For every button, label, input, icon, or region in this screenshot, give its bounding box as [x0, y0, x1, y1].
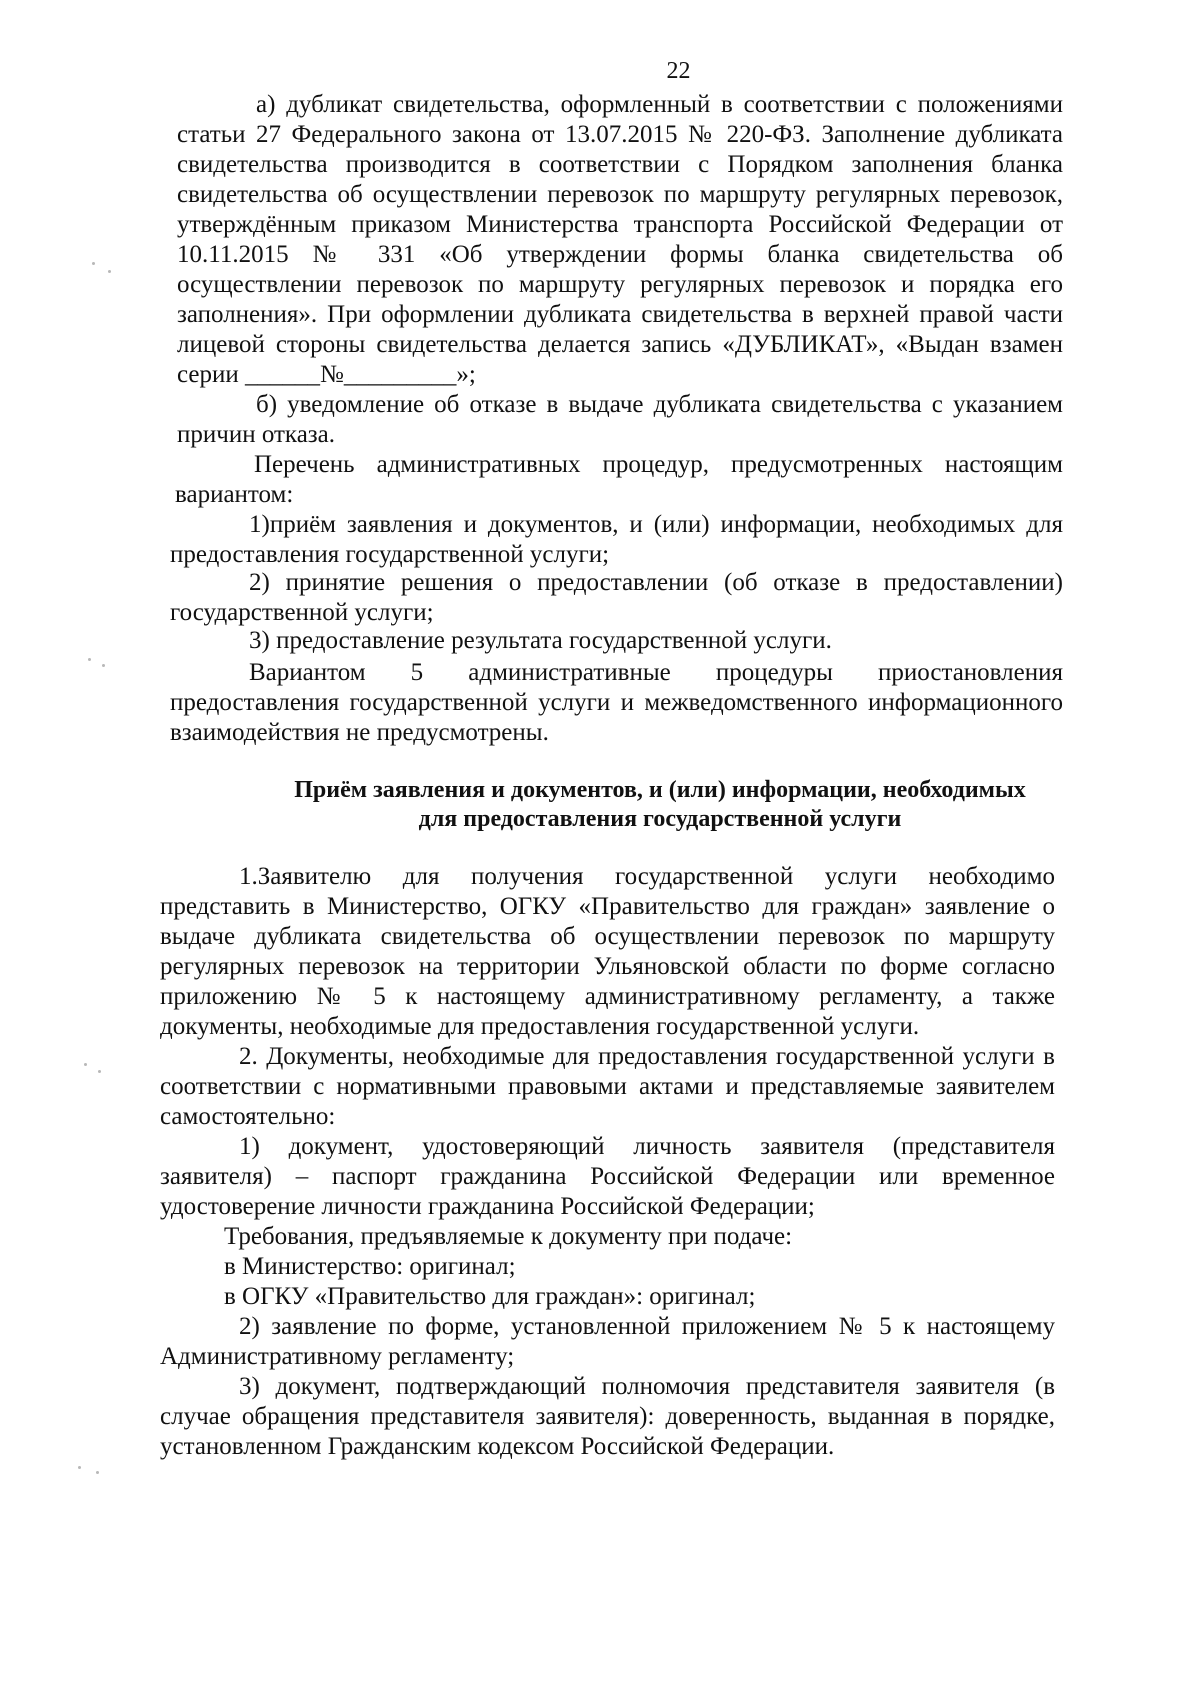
section-heading-line-2: для предоставления государственной услуги	[418, 806, 902, 832]
scan-speck	[98, 1070, 101, 1073]
paragraph-variant-5-note: Вариантом 5 административные процедуры приостановления предоставления государственной услуги и межведомственного информационного взаимодействия не предусмотрены.	[170, 659, 1063, 746]
paragraph-item-1-application: 1.Заявителю для получения государственной услуги необходимо представить в Министерство, ОГКУ «Правительство для граждан» заявление о выдаче дубликата свидетельства об осуществлении перевозок по маршруту регулярных перевозок на территории Ульяновской области по форме согласно приложению № 5 к настоящему административному регламенту, а также документы, необходимые для предоставления государственной услуги.	[160, 863, 1055, 1040]
list-item-ogku-original: в ОГКУ «Правительство для граждан»: оригинал;	[224, 1283, 756, 1310]
paragraph-refusal-notice: б) уведомление об отказе в выдаче дубликата свидетельства с указанием причин отказа.	[177, 391, 1063, 448]
section-heading-line-1: Приём заявления и документов, и (или) информации, необходимых	[294, 777, 1026, 803]
list-item-procedure-1: 1)приём заявления и документов, и (или) информации, необходимых для предоставления государственной услуги;	[170, 511, 1063, 568]
scan-speck	[84, 1063, 87, 1066]
scan-speck	[88, 658, 91, 661]
list-item-identity-document: 1) документ, удостоверяющий личность заявителя (представителя заявителя) – паспорт гражданина Российской Федерации или временное удостоверение личности гражданина Российской Федерации;	[160, 1133, 1055, 1220]
scan-speck	[92, 262, 95, 265]
page-number: 22	[666, 58, 691, 84]
list-item-power-of-attorney: 3) документ, подтверждающий полномочия представителя заявителя (в случае обращения представителя заявителя): доверенность, выданная в порядке, установленном Гражданским кодексом Российской Федерации.	[160, 1373, 1055, 1460]
paragraph-item-2-documents: 2. Документы, необходимые для предоставления государственной услуги в соответствии с нормативными правовыми актами и представляемые заявителем самостоятельно:	[160, 1043, 1055, 1130]
paragraph-duplicate-certificate: а) дубликат свидетельства, оформленный в соответствии с положениями статьи 27 Федерального закона от 13.07.2015 № 220-ФЗ. Заполнение дубликата свидетельства производится в соответствии с Порядком заполнения бланка свидетельства об осуществлении перевозок по маршруту регулярных перевозок, утверждённым приказом Министерства транспорта Российской Федерации от 10.11.2015 № 331 «Об утверждении формы бланка свидетельства об осуществлении перевозок по маршруту регулярных перевозок и порядка его заполнения». При оформлении дубликата свидетельства в верхней правой части лицевой стороны свидетельства делается запись «ДУБЛИКАТ», «Выдан взамен серии ______№_________»;	[177, 91, 1063, 388]
scan-speck	[108, 270, 111, 273]
paragraph-procedures-list-intro: Перечень административных процедур, предусмотренных настоящим вариантом:	[175, 451, 1063, 508]
scan-speck	[78, 1466, 81, 1469]
scan-speck	[96, 1471, 99, 1474]
list-item-procedure-3: 3) предоставление результата государственной услуги.	[249, 627, 832, 654]
paragraph-document-requirements: Требования, предъявляемые к документу при подаче:	[224, 1223, 793, 1250]
list-item-ministry-original: в Министерство: оригинал;	[224, 1253, 516, 1280]
list-item-procedure-2: 2) принятие решения о предоставлении (об отказе в предоставлении) государственной услуги;	[170, 569, 1063, 626]
scan-speck	[102, 664, 105, 667]
list-item-application-form: 2) заявление по форме, установленной приложением № 5 к настоящему Административному регламенту;	[160, 1313, 1055, 1370]
